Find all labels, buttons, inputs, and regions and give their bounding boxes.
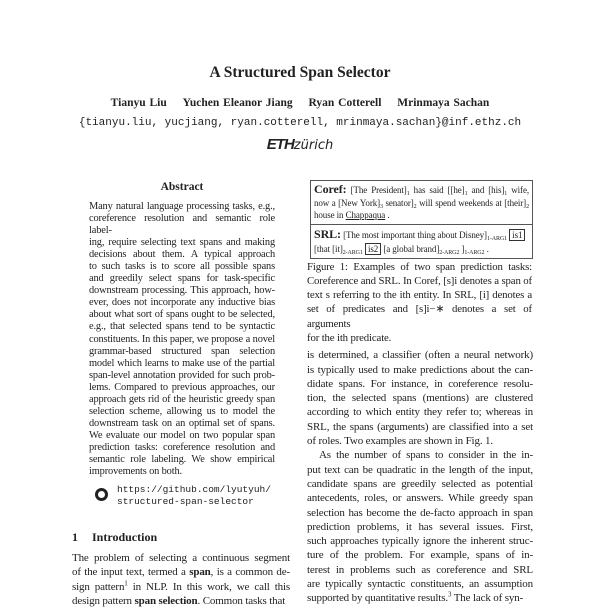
text-segment: 2 [413,203,417,210]
text-line [72,580,290,594]
text-segment: 3 [447,590,452,599]
srl-label: SRL: [314,226,341,241]
text-segment: [a global brand] [381,243,440,254]
text-line: didate spans. For instance, in coreference resolu- [307,377,533,390]
text-segment: 1 [124,579,128,588]
section-heading-introduction [72,530,290,545]
text-segment: 1 [406,191,410,197]
text-segment: ] [459,243,465,254]
text-segment: and [his] [467,185,505,195]
text-line: The problem of selecting a continuous segment [72,552,290,565]
author-list [0,97,600,109]
github-icon [95,488,108,501]
text-line: put text can be quadratic in the length of the input, [307,463,533,476]
github-link[interactable] [95,484,290,510]
text-line [72,565,290,579]
text-segment: sign pattern [72,580,125,593]
text-line: set of predicates and [s]i−∗ denotes a set of arguments [307,303,532,330]
text-line: SRL, the spans (arguments) are classified into a set [307,420,533,433]
text-line: constituents. In this paper, we propose a novel [89,333,275,345]
text-segment: house in [314,210,346,220]
text-segment: will spend weekends at [their] [416,197,527,208]
text-segment: [The President] [350,185,407,195]
text-segment: Chappaqua [345,210,386,220]
text-segment: The lack of syn- [451,592,524,605]
text-line: Many natural language processing tasks, e.g., [89,201,275,212]
text-segment: supported by quantitative results. [307,592,448,605]
text-line: is typically used to make predictions about the can- [307,363,533,376]
text-line: and greedily select spans for task-specific [89,273,275,285]
text-segment: is1 [509,229,525,241]
text-segment: span selection [134,594,198,607]
text-segment: . [385,210,390,220]
text-segment: of the input text, termed a [72,566,190,579]
text-line: according to which entity they refer to; whereas in [307,406,533,419]
text-line: selection has become the de-facto approach in span [307,506,533,519]
figure-srl-example [311,224,532,258]
text-segment: 1 [464,191,468,197]
text-line: selection scheme, allowing us to model the [89,405,275,417]
logo-light: zürich [293,138,334,153]
text-line: coreference resolution and semantic role label- [89,213,275,237]
text-segment: 2 [526,203,529,210]
right-column [307,180,533,606]
text-line [72,594,290,608]
author-name: Ryan Cotterell [308,97,382,109]
text-line: prediction tasks: coreference resolution and [89,441,275,453]
figure-1 [310,180,533,259]
text-line: ever, does not incorporate any inductive bias [89,297,275,309]
text-line: semantic role labeling. We show empirical [89,453,275,465]
introduction-text [72,551,290,608]
author-name: Yuchen Eleanor Jiang [182,97,293,109]
text-line: tion, the selected spans (mentions) are clustered [307,392,533,405]
text-line: about what sort of spans ought to be selected, [89,309,275,321]
author-name: Tianyu Liu [110,97,167,109]
text-line: ing, require selecting text spans and making [89,237,275,249]
author-emails: {tianyu.liu, yucjiang, ryan.cotterell, mrinmaya.sachan}@inf.ethz.ch [78,117,522,129]
text-line: lems. Compared to previous approaches, our [89,381,275,393]
text-line: span-level annotation provided for such prob- [89,369,275,381]
text-segment: 1 [504,191,508,197]
text-segment: 1-ARG2 [464,249,485,256]
figure-caption [307,260,532,346]
text-segment: [[he] [447,185,465,195]
text-line: prediction problems, it has several issues. First, [307,520,533,533]
section-title: Introduction [92,530,158,545]
eth-zurich-logo [0,136,600,154]
text-segment: 2-ARG2 [439,249,460,256]
text-line: model which learns to make use of the partial [89,357,275,369]
text-line: text s referring to the ith entity. In SRL, [i] denotes a [307,289,532,302]
text-segment: wife, now a [New York] [314,185,529,208]
text-segment: is2 [365,243,381,255]
text-line: such approaches typically ignore the inherent struc- [307,535,533,548]
text-segment: [The most important thing about Disney] [343,229,487,240]
introduction-text-right [307,348,533,605]
text-segment: 3 [380,203,383,210]
text-line: downstream processing. This approach, how- [89,285,275,297]
text-segment: span [189,566,211,579]
abstract-heading: Abstract [160,181,204,193]
text-line: downstream task on an optimal set of spans. [89,417,275,429]
text-line: approach gets rid of the heuristic greedy span [89,393,275,405]
text-line: antecedents, roles, or answers. While greedy span [307,492,533,505]
text-segment: , is a common de- [210,566,290,579]
text-line: improvements on both. [89,466,182,478]
text-line: for the ith predicate. [307,331,392,344]
github-url-line[interactable]: structured-span-selector [117,496,254,508]
github-url-line[interactable]: https://github.com/lyutyuh/ [117,484,271,496]
text-segment: . Common tasks that [197,594,286,607]
text-line: e.g., that selected spans tend to be syntactic [89,321,275,333]
text-segment: in NLP. In this work, we call this [127,580,290,593]
text-line: are typically syntactic constituents, an assumption [307,578,533,591]
logo-bold: ETH [266,136,294,153]
text-segment: [that [it] [314,243,343,254]
text-line: terest in problems such as coreference and SRL [307,563,533,576]
srl-text [314,230,525,254]
text-segment: senator] [382,197,414,208]
text-line [307,591,533,605]
section-number: 1 [72,530,78,545]
coref-text [314,185,529,220]
text-segment: design pattern [72,594,135,607]
text-segment: 2-ARG1 [342,249,363,256]
text-line: of roles. Two examples are shown in Fig. 1. [307,435,493,448]
coref-label: Coref: [314,182,347,196]
paper-title: A Structured Span Selector [209,64,391,81]
text-line: Figure 1: Examples of two span prediction tasks: [307,260,532,273]
text-line: to such tasks is to score all possible spans [89,261,275,273]
text-line: decisions about them. A typical approach [89,249,275,261]
text-line: grammar-based structured span selection [89,345,275,357]
text-segment: has said [409,185,448,195]
author-name: Mrinmaya Sachan [397,97,490,109]
abstract-text [89,201,275,478]
text-line: is determined, a classifier (often a neural network) [307,349,533,362]
text-line: candidate spans are greedily selected as potential [307,477,533,490]
left-column [72,180,290,608]
text-line: Coreference and SRL. In Coref, [s]i denotes a span of [307,274,532,287]
text-line: As the number of spans to consider in the in- [319,449,533,462]
figure-coref-example [311,181,532,224]
text-segment: 1-ARG1 [486,235,508,242]
text-segment: . [484,243,489,254]
text-line: ture of the problem. For example, spans of in- [307,549,533,562]
text-line: We evaluate our model on two popular span [89,429,275,441]
